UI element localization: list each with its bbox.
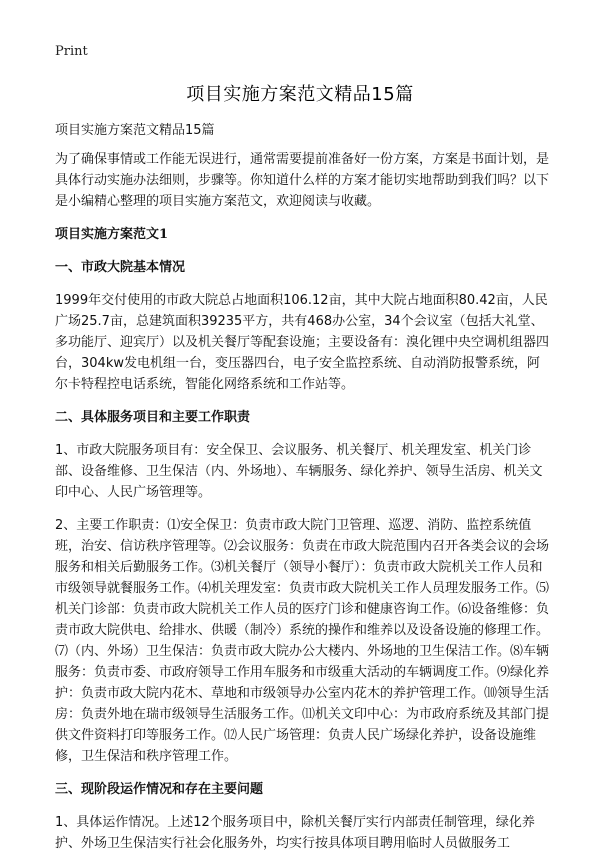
intro-paragraph: 为了确保事情或工作能无误进行，通常需要提前准备好一份方案，方案是书面计划，是具体行动实施办法细则，步骤等。你知道什么样的方案才能切实地帮助到我们吗？以下是小编精心整理的项目实施方案范文，欢迎阅读与收藏。 (55, 152, 550, 209)
section-2-paragraph-2: 2、主要工作职责：⑴安全保卫：负责市政大院门卫管理、巡逻、消防、监控系统值班，治安、信访秩序管理等。⑵会议服务：负责在市政大院范围内召开各类会议的会场服务和相关后勤服务工作。⑶机关餐厅（领导小餐厅）：负责市政大院机关工作人员和市级领导就餐服务工作。⑷机关理发室：负责市政大院机关工作人员理发服务工作。⑸机关门诊部：负责市政大院机关工作人员的医疗门诊和健康咨询工作。⑹设备维修：负责市政大院供电、给排水、供暖（制冷）系统的操作和维养以及设备设施的修理工作。⑺（内、外场）卫生保洁：负责市政大院办公大楼内、外场地的卫生保洁工作。⑻车辆服务：负责市委、市政府领导工作用车服务和市级重大活动的车辆调度工作。⑼绿化养护：负责市政大院内花木、草地和市级领导办公室内花木的养护管理工作。⑽领导生活房：负责外地在瑞市级领导生活服务工作。⑾机关文印中心：为市政府系统及其部门提供文件资料打印等服务工作。⑿人民广场管理：负责人民广场绿化养护，设备设施维修，卫生保洁和秩序管理工作。 (55, 518, 550, 764)
document-body (55, 120, 550, 866)
print-link[interactable]: Print (55, 44, 88, 59)
section-1-heading: 一、市政大院基本情况 (55, 260, 186, 275)
section-2-heading: 二、具体服务项目和主要工作职责 (55, 410, 251, 425)
section-2-paragraph-1: 1、市政大院服务项目有：安全保卫、会议服务、机关餐厅、机关理发室、机关门诊部、设备维修、卫生保洁（内、外场地）、车辆服务、绿化养护、领导生活房、机关文印中心、人民广场管理等。 (55, 443, 543, 500)
section-3-paragraph-1: 1、具体运作情况。上述12个服务项目中，除机关餐厅实行内部责任制管理，绿化养护、外场卫生保洁实行社会化服务外，均实行按具体项目聘用临时人员做服务工 (55, 815, 535, 851)
sample-heading: 项目实施方案范文1 (55, 227, 169, 242)
section-1-body: 1999年交付使用的市政大院总占地面积106.12亩，其中大院占地面积80.42亩，人民广场25.7亩，总建筑面积39235平方，共有468办公室，34个会议室（包括大礼堂、多功能厅、迎宾厅）以及机关餐厅等配套设施；主要设备有：溴化锂中央空调机组器四台，304kw发电机组一台，变压器四台，电子安全监控系统、自动消防报警系统，阿尔卡特程控电话系统，智能化网络系统和工作站等。 (55, 293, 550, 392)
document-title: 项目实施方案范文精品15篇 (186, 84, 414, 105)
section-3-heading: 三、现阶段运作情况和存在主要问题 (55, 782, 264, 797)
document-subtitle: 项目实施方案范文精品15篇 (55, 123, 215, 138)
